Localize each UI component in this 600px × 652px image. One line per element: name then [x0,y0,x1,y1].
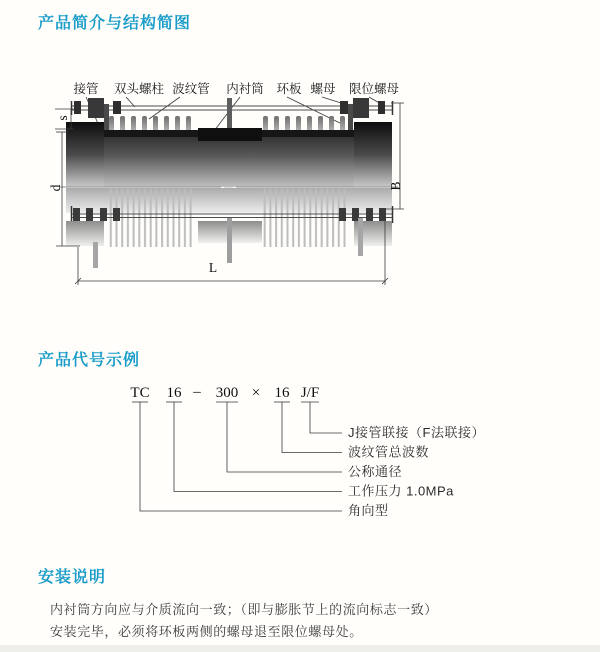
nut-upper-left-big [88,98,104,118]
end-cap-right [354,122,392,187]
installation-note-line2: 安装完毕，必须将环板两侧的螺母退至限位螺母处。 [50,624,363,639]
dim-L: L [208,260,218,275]
end-cap-left [66,122,104,187]
label-nut: 螺母 [310,82,336,96]
nut-upper-right-inner [340,101,348,114]
limit-nut-right [378,101,385,114]
explain-wave-count: 波纹管总波数 [348,444,430,460]
label-bellows: 波纹管 [172,82,210,96]
installation-note-line1: 内衬筒方向应与介质流向一致；（即与膨胀节上的流向标志一致） [50,602,438,617]
stud-lower-right [358,218,363,256]
label-double-end-stud: 双头螺柱 [113,82,165,96]
label-limit-nut: 限位螺母 [348,82,400,96]
section-title-installation: 安装说明 [38,569,107,586]
explain-type: 角向型 [348,503,389,518]
nut-upper-left-outer [74,101,81,114]
page-bottom-edge [0,645,600,652]
label-inner-liner: 内衬筒 [226,82,264,96]
section-title-product-intro: 产品简介与结构简图 [38,15,192,32]
stud-lower-center [227,218,232,263]
code-dash: – [193,384,201,400]
explain-connection: J接管联接（F法联接） [348,425,485,440]
joint-body [66,122,392,187]
dim-B: B [388,181,403,191]
lower-mirror [66,188,393,268]
leader-lines [86,97,381,131]
code-part-diameter: 300 [215,385,239,401]
code-example-diagram [0,372,600,524]
label-connection-pipe: 接管 [73,82,99,96]
dim-s: s [55,115,70,121]
explain-diameter: 公称通径 [348,464,403,479]
code-explanations [348,425,485,518]
diagram-part-labels [73,81,399,96]
section-title-code-example: 产品代号示例 [38,352,141,369]
dim-d: d [48,184,63,192]
nut-upper-left-inner [113,101,121,114]
ring-plate-right [348,104,353,132]
code-part-type: TC [130,385,150,401]
code-part-waves: 16 [274,385,290,401]
ring-plate-left [104,104,109,132]
code-times-sign: × [251,385,261,401]
stud-lower-left [93,242,98,268]
label-ring-plate: 环板 [276,82,302,96]
code-parts [130,384,319,401]
code-part-connection: J/F [300,385,320,401]
code-part-pressure: 16 [166,385,182,401]
structure-diagram [0,58,600,320]
nut-upper-right-big [353,98,369,118]
inner-liner-band [198,128,262,141]
explain-pressure: 工作压力 1.0MPa [348,483,454,499]
code-connector-lines [132,402,342,511]
